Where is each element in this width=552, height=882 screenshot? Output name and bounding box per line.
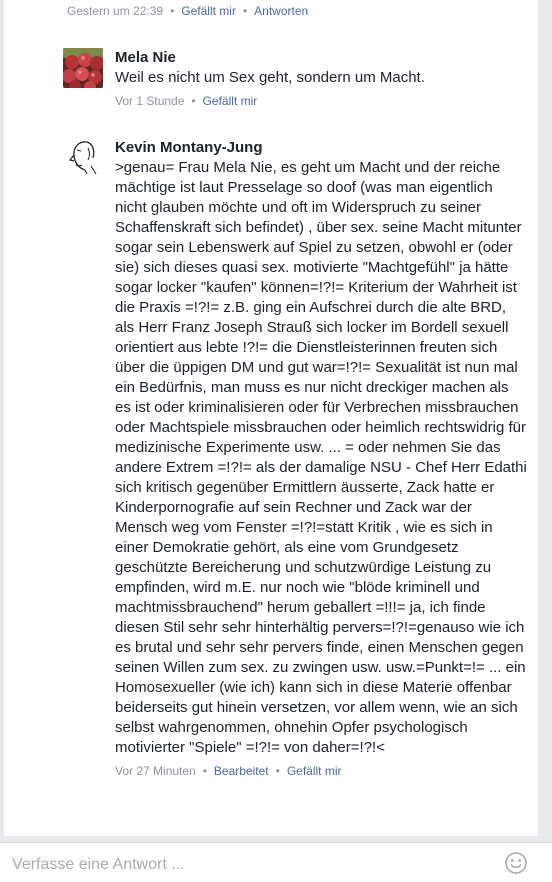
comment-body [115, 138, 528, 778]
edited-link[interactable]: Bearbeitet [213, 764, 269, 778]
separator-dot: • [191, 94, 196, 108]
comment-meta [115, 94, 528, 108]
avatar[interactable] [63, 136, 103, 176]
separator-dot: • [202, 764, 207, 778]
separator-dot: • [275, 764, 280, 778]
separator-dot: • [242, 4, 248, 18]
comment-author[interactable]: Kevin Montany-Jung [115, 139, 263, 156]
comment-timestamp: Vor 1 Stunde [115, 94, 185, 108]
comment-author[interactable]: Mela Nie [115, 49, 176, 66]
separator-dot: • [170, 4, 175, 18]
like-link[interactable]: Gefällt mir [286, 764, 342, 778]
reply-input[interactable] [10, 853, 492, 877]
comment-text: Weil es nicht um Sex geht, sondern um Macht. [115, 69, 425, 86]
previous-comment-meta [67, 4, 308, 18]
like-link[interactable]: Gefällt mir [202, 94, 258, 108]
apples-photo-icon [63, 48, 103, 88]
avatar[interactable] [63, 48, 103, 88]
emoji-button[interactable] [504, 851, 528, 875]
comment-thread [4, 0, 538, 836]
comment-meta [115, 764, 528, 778]
comment-timestamp: Vor 27 Minuten [115, 764, 196, 778]
comment-timestamp: Gestern um 22:39 [67, 4, 164, 18]
reply-composer [0, 842, 552, 882]
like-link[interactable]: Gefällt mir [181, 4, 236, 18]
face-sketch-icon [63, 136, 103, 176]
smiley-icon [504, 851, 528, 875]
reply-link[interactable]: Antworten [254, 4, 309, 18]
comment-text: >genau= Frau Mela Nie, es geht um Macht und der reiche mächtige ist laut Presselage so doof (was man eigentlich nicht glauben möchte und oft im Widerspruch zu seiner Schaffenskraft sich befindet) , über sex. seine Macht mitunter sogar sein Lebenswerk auf Spiel zu setzen, obwohl er (oder sie) sich dieses quasi sex. motivierte "Machtgefühl" ja hätte sogar locker "kaufen" können=!?!= Kriterium der Wahrheit ist die Praxis =!?!= z.B. ging ein Aufschrei durch die alte BRD, als Herr Franz Joseph Strauß sich locker im Bordell sexuell orientiert aus lebte !?!= die Dienstleisterinnen freuten sich über die üppigen DM und gut war=!?!= Sexualität ist nun mal ein Bedürfnis, man muss es nur nicht dreckiger machen als es ist oder kriminalisieren oder für Verbrechen missbrauchen oder Machtspiele missbrauchen oder heimlich rechtswidrig für medizinische Experimente usw. ... = oder nehmen Sie das andere Extrem =!?!= als der damalige NSU - Chef Herr Edathi sich kritisch gegenüber Ermittlern äusserte, Zack hatte er Kinderpornografie auf sein Rechner und Zack war der Mensch weg vom Fenster =!?!=statt Kritik , wie es sich in einer Demokratie gehört, als eine vom Grundgesetz geschützte Bereicherung und schutzwürdige Leistung zu empfinden, wird m.E. nur noch wie "blöde kriminell und machtmissbrauchend" herum geballert =!!!= ja, ich finde diesen Stil sehr sehr hinterhältig pervers=!?!=genauso wie ich es brutal und sehr sehr pervers finde, einen Menschen gegen seinen Willen zum sex. zu zwingen usw. usw.=Punkt=!= ... ein Homosexueller (wie ich) kann sich in diese Materie offenbar beiderseits gut hinein versetzen, vor allem wenn, wie an sich selbst wahrgenommen, ohnehin Opfer psychologisch motivierter "Spiele" =!?!= von daher=!?!< [115, 159, 527, 756]
comment-body [115, 48, 528, 108]
